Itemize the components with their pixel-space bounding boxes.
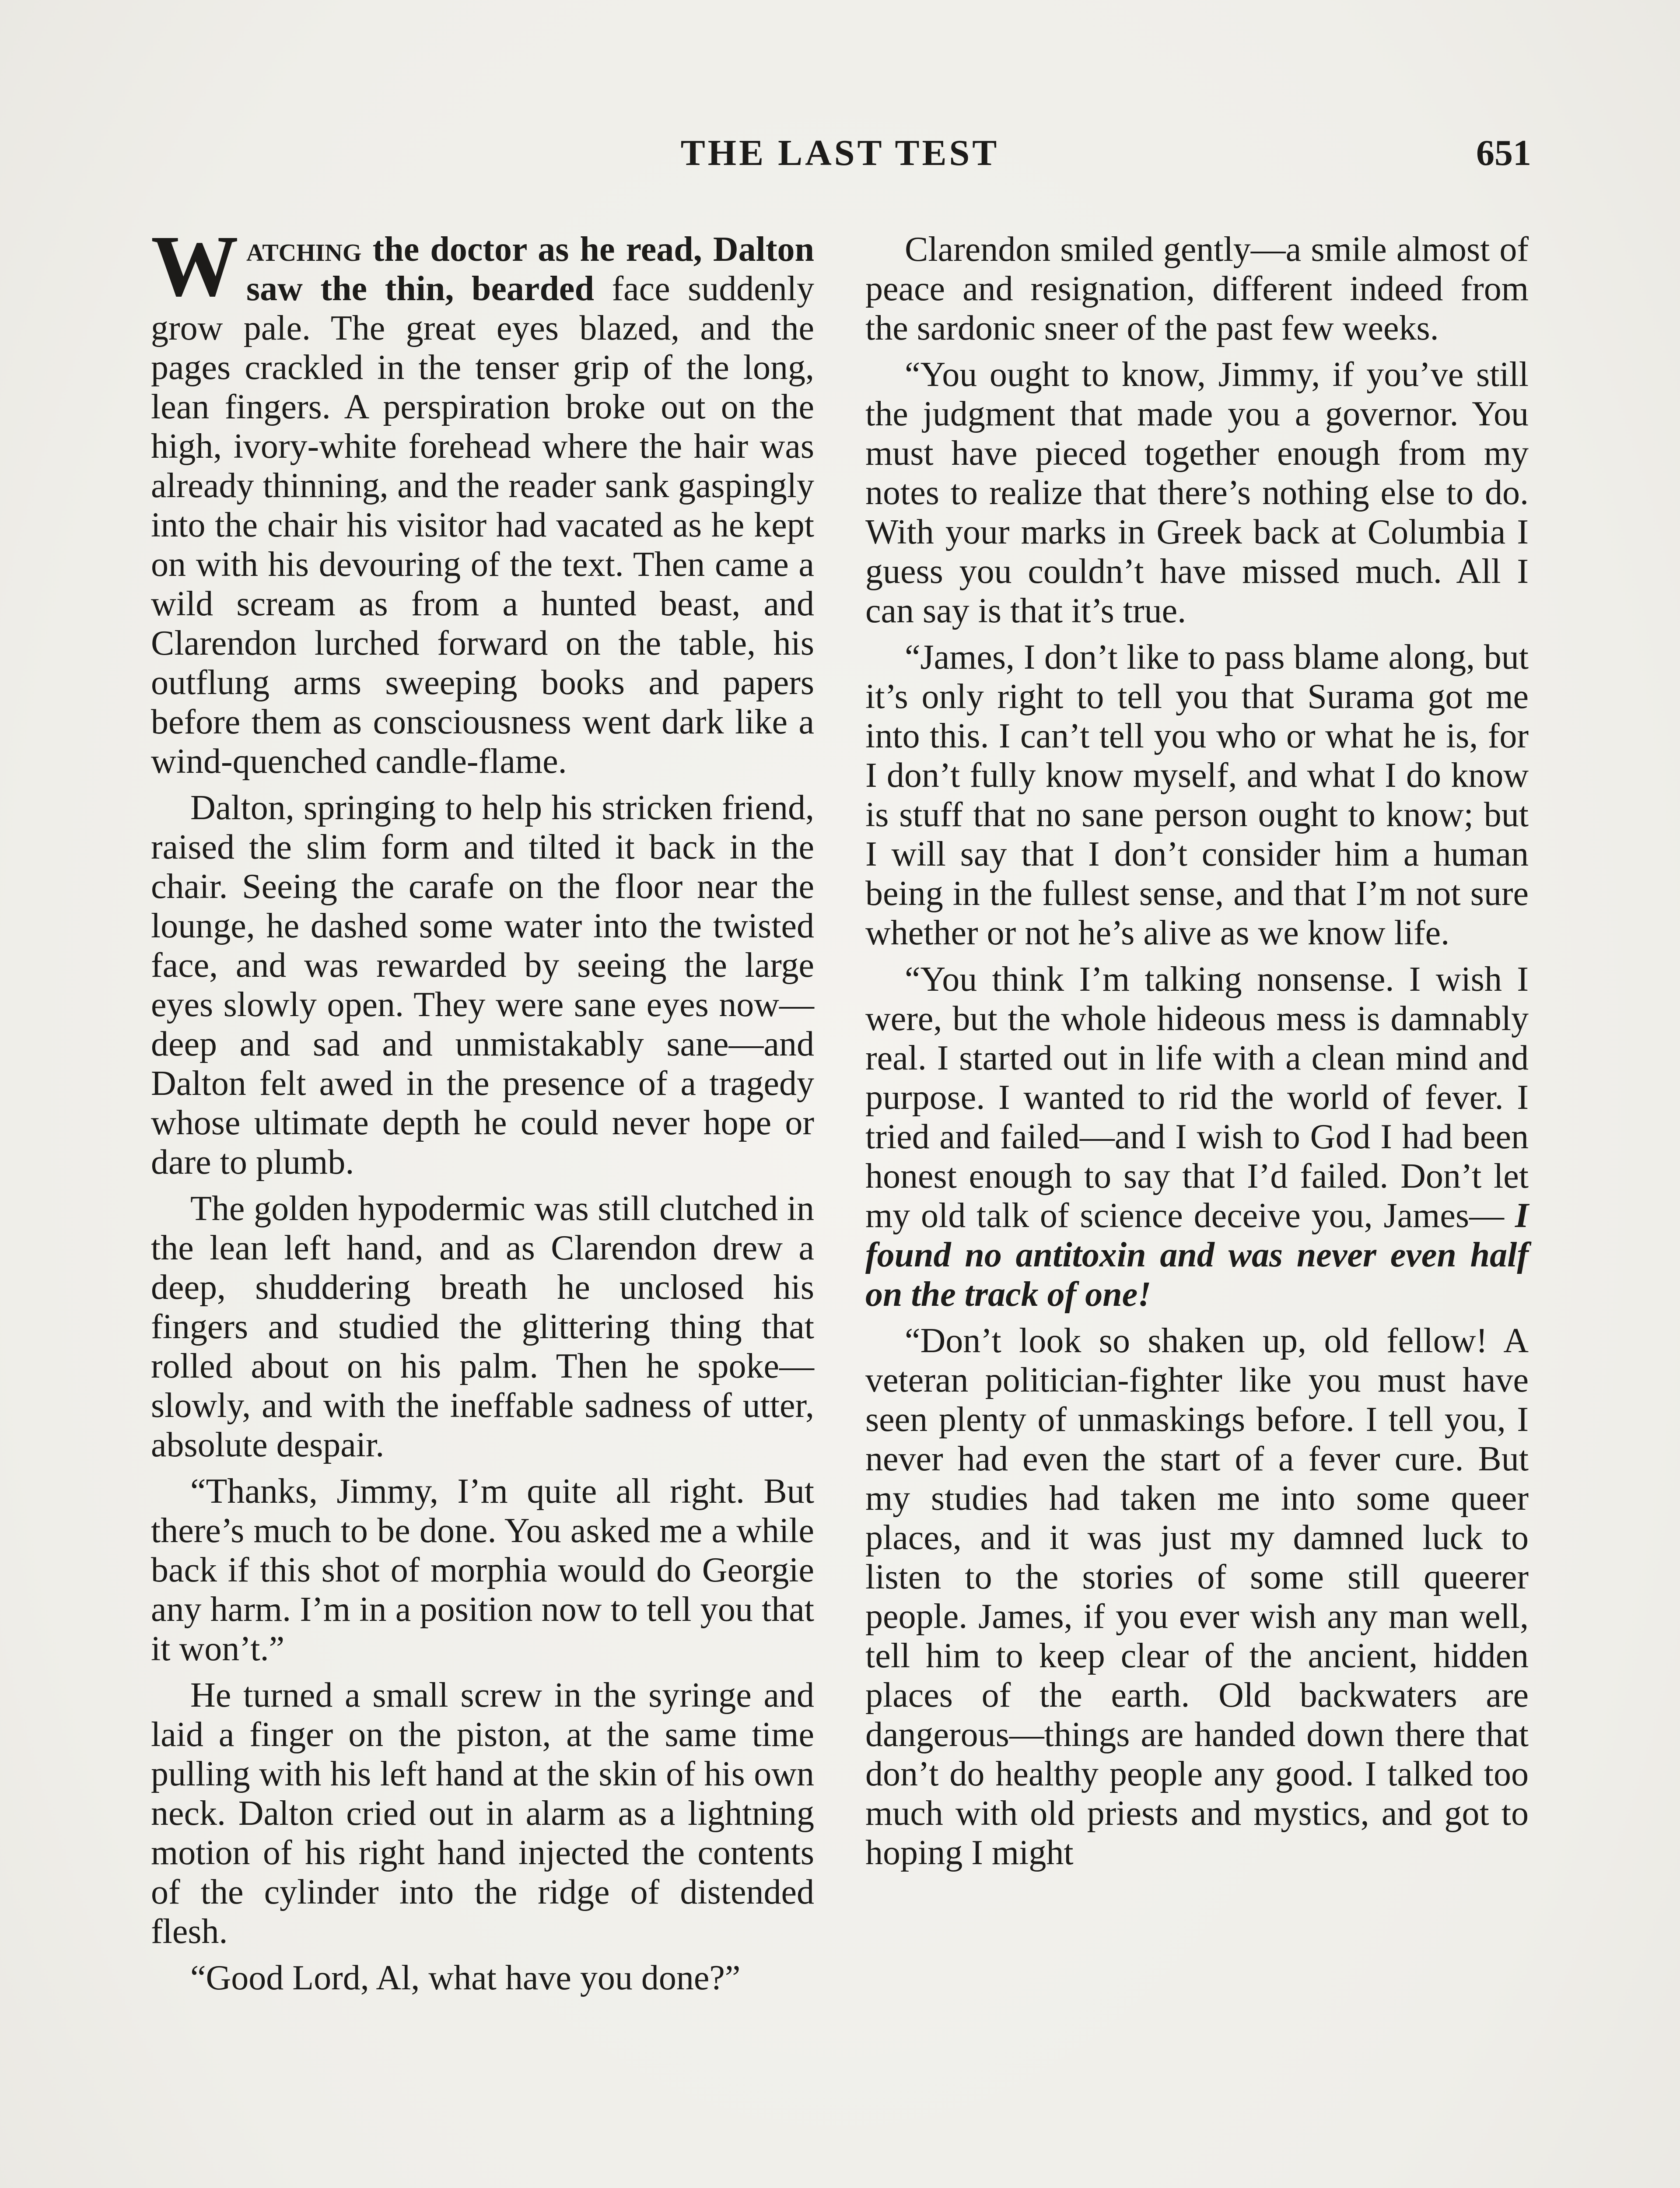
paragraph-4: “Thanks, Jimmy, I’m quite all right. But there’s much to be done. You asked me a while back if this shot of morphia would do Georgie any harm. I’m in a position now to tell you that it won’t.”	[151, 1472, 814, 1668]
paragraph-3: The golden hypodermic was still clutched in the lean left hand, and as Clarendon drew a deep, shuddering breath he unclosed his fingers and studied the glittering thing that rolled about on his palm. Then he spoke—slowly, and with the ineffable sadness of utter, absolute despair.	[151, 1189, 814, 1464]
opening-bold-text: the doctor as he read, Dalton saw the thin, bearded	[246, 230, 814, 308]
italic-emphasis: I found no antitoxin and was never even half on the track of one!	[865, 1196, 1529, 1314]
paragraph-8: “You ought to know, Jimmy, if you’ve still the judgment that made you a governor. You must have pieced together enough from my notes to realize that there’s nothing else to do. With your marks in Greek back at Columbia I guess you couldn’t have missed much. All I can say is that it’s true.	[865, 355, 1529, 630]
paragraph-5: He turned a small screw in the syringe and laid a finger on the piston, at the same time pulling with his left hand at the skin of his own neck. Dalton cried out in alarm as a lightning motion of his right hand injected the contents of the cylinder into the ridge of distended flesh.	[151, 1676, 814, 1951]
paragraph-10-body: “You think I’m talking nonsense. I wish I were, but the whole hideous mess is damnably real. I started out in life with a clean mind and purpose. I wanted to rid the world of fever. I tried and failed—and I wish to God I had been honest enough to say that I’d failed. Don’t let my old talk of science deceive you, James—	[865, 960, 1529, 1235]
paragraph-6: “Good Lord, Al, what have you done?”	[190, 1959, 741, 1997]
opening-smallcaps: atching	[246, 230, 362, 269]
paragraph-1	[151, 218, 814, 781]
drop-cap: W	[151, 218, 238, 315]
paragraph-7: Clarendon smiled gently—a smile almost of peace and resignation, different indeed from the sardonic sneer of the past few weeks.	[865, 230, 1529, 347]
left-column	[151, 218, 814, 2005]
paragraph-11: “Don’t look so shaken up, old fellow! A veteran politician-fighter like you must have seen plenty of unmaskings before. I tell you, I never had even the start of a fever cure. But my studies had taken me into some queer places, and it was just my damned luck to listen to the stories of some still queerer people. James, if you ever wish any man well, tell him to keep clear of the ancient, hidden places of the earth. Old backwaters are dangerous—things are handed down there that don’t do healthy people any good. I talked too much with old priests and mystics, and got to hoping I might	[865, 1322, 1529, 1872]
right-column	[865, 230, 1529, 1879]
paragraph-2: Dalton, springing to help his stricken friend, raised the slim form and tilted it back in the chair. Seeing the carafe on the floor near the lounge, he dashed some water into the twisted face, and was rewarded by seeing the large eyes slowly open. They were sane eyes now—deep and sad and unmistakably sane—and Dalton felt awed in the presence of a tragedy whose ultimate depth he could never hope or dare to plumb.	[151, 789, 814, 1182]
page-number: 651	[1476, 133, 1531, 173]
running-title: THE LAST TEST	[680, 133, 1000, 173]
paragraph-1-body: face suddenly grow pale. The great eyes blazed, and the pages crackled in the tenser grip of the long, lean fingers. A perspiration broke out on the high, ivory-white forehead where the hair was already thinning, and the reader sank gaspingly into the chair his visitor had vacated as he kept on with his devouring of the text. Then came a wild scream as from a hunted beast, and Clarendon lurched forward on the table, his outflung arms sweeping books and papers before them as consciousness went dark like a wind-quenched candle-flame.	[151, 270, 814, 781]
paragraph-9: “James, I don’t like to pass blame along, but it’s only right to tell you that Surama got me into this. I can’t tell you who or what he is, for I don’t fully know myself, and what I do know is stuff that no sane person ought to know; but I will say that I don’t consider him a human being in the fullest sense, and that I’m not sure whether or not he’s alive as we know life.	[865, 638, 1529, 952]
paragraph-10	[865, 960, 1529, 1314]
